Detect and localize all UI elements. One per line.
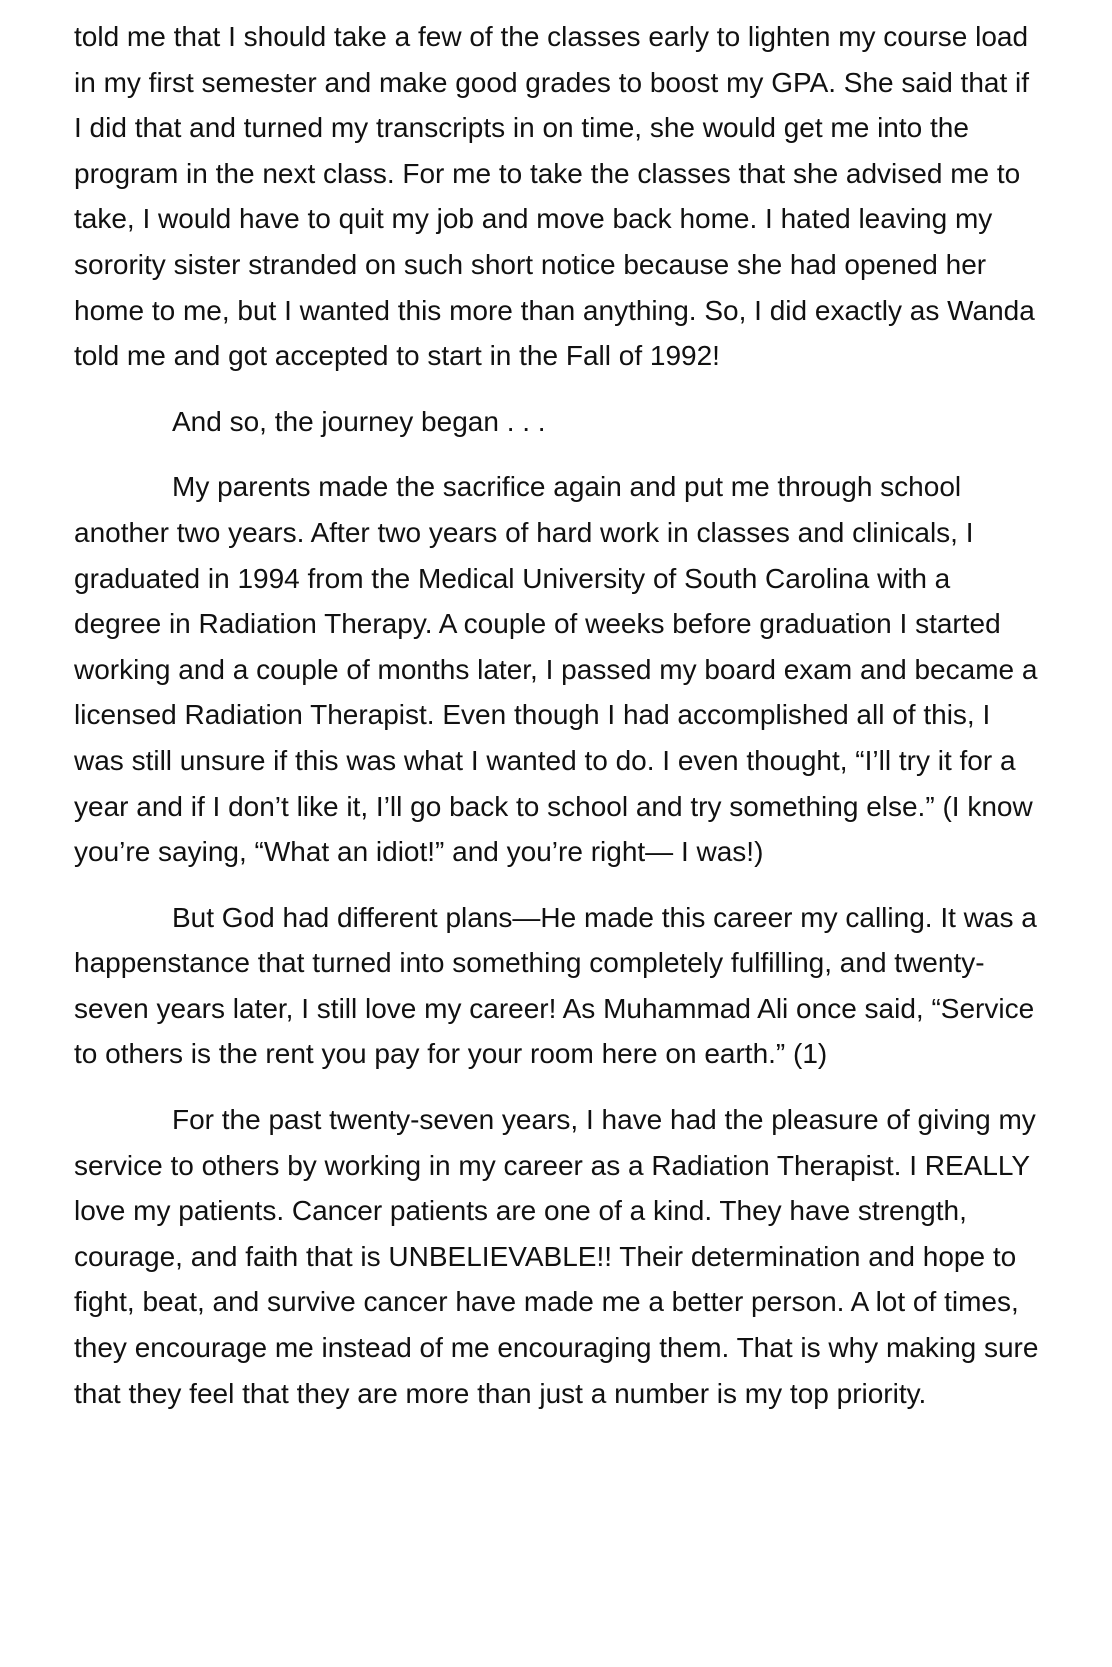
paragraph-journey-began: And so, the journey began . . . [172,405,546,437]
paragraph-patients: For the past twenty-seven years, I have had the pleasure of giving my service to others by working in my career as a Radiation Therapist. I REALLY love my patients. Cancer patients are one of a kind. They have strength, courage, and faith that is UNBELIEVABLE!! Their determination and hope to fight, beat, and survive cancer have made me a better person. A lot of times, they encourage me instead of me encouraging them. That is why making sure that they feel that they are more than just a number is my top priority. [74,1104,1039,1409]
paragraph-continuation: told me that I should take a few of the classes early to lighten my course load in my first semester and make good grades to boost my GPA. She said that if I did that and turned my transcripts in on time, she would get me into the program in the next class. For me to take the classes that she advised me to take, I would have to quit my job and move back home. I hated leaving my sorority sister stranded on such short notice because she had opened her home to me, but I wanted this more than anything. So, I did exactly as Wanda told me and got accepted to start in the Fall of 1992! [74,21,1035,372]
paragraph-graduation: My parents made the sacrifice again and put me through school another two years. After two years of hard work in classes and clinicals, I graduated in 1994 from the Medical University of South Carolina with a degree in Radiation Therapy. A couple of weeks before graduation I started working and a couple of months later, I passed my board exam and became a licensed Radiation Therapist. Even though I had accomplished all of this, I was still unsure if this was what I wanted to do. I even thought, “I’ll try it for a year and if I don’t like it, I’ll go back to school and try something else.” (I know you’re saying, “What an idiot!” and you’re right— I was!) [74,471,1038,868]
document-page [74,14,1044,1436]
paragraph-calling: But God had different plans—He made this career my calling. It was a happenstance that turned into something completely fulfilling, and twenty-seven years later, I still love my career! As Muhammad Ali once said, “Service to others is the rent you pay for your room here on earth.” (1) [74,901,1037,1070]
